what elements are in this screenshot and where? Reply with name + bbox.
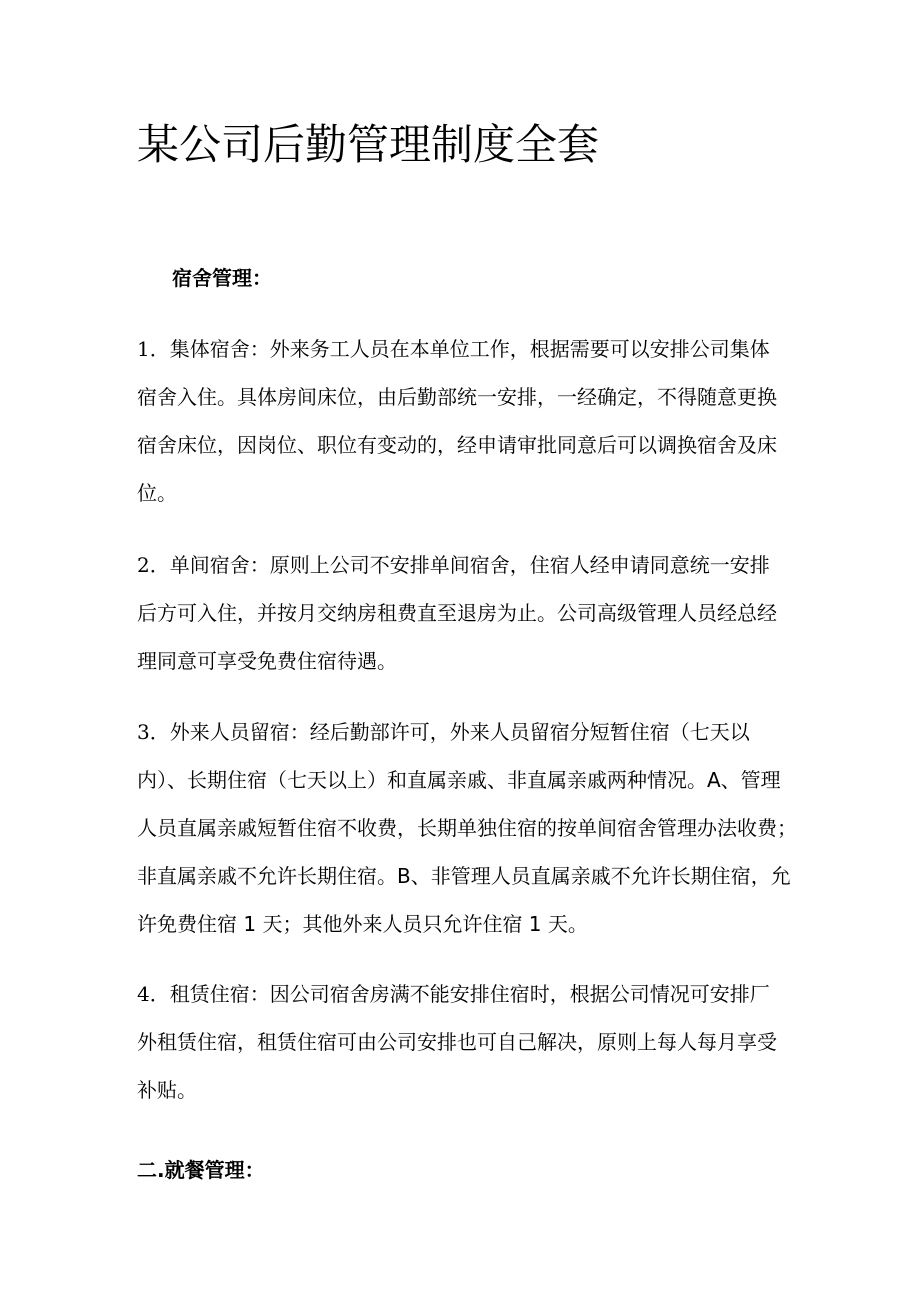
- line-text: ．租赁住宿：因公司宿舍房满不能安排住宿时，根据公司情况可安排厂: [149, 982, 770, 1006]
- line-text: ．集体宿舍：外来务工人员在本单位工作，根据需要可以安排公司集体: [149, 337, 770, 361]
- line-text: ．外来人员留宿：经后勤部许可，外来人员留宿分短暂住宿（七天以: [149, 720, 750, 744]
- paragraph-line: [137, 970, 797, 1018]
- paragraph-line: 内）、长期住宿（七天以上）和直属亲戚、非直属亲戚两种情况。A、管理: [137, 768, 781, 792]
- item-number: 1: [137, 337, 150, 361]
- paragraph-item-4: [137, 970, 797, 1114]
- paragraph-line: [137, 325, 797, 373]
- paragraph-line: 位。: [137, 481, 177, 505]
- paragraph-line: 宿舍床位，因岗位、职位有变动的，经申请审批同意后可以调换宿舍及床: [137, 433, 777, 457]
- paragraph-line: 许免费住宿 1 天；其他外来人员只允许住宿 1 天。: [137, 912, 588, 936]
- paragraph-line: 非直属亲戚不允许长期住宿。B、非管理人员直属亲戚不允许长期住宿，允: [137, 864, 791, 888]
- paragraph-line: 人员直属亲戚短暂住宿不收费，长期单独住宿的按单间宿舍管理办法收费；: [137, 816, 797, 840]
- paragraph-line: 外租赁住宿，租赁住宿可由公司安排也可自己解决，原则上每人每月享受: [137, 1030, 777, 1054]
- item-number: 3: [137, 720, 150, 744]
- item-number: 2: [137, 553, 150, 577]
- paragraph-line: 宿舍入住。具体房间床位，由后勤部统一安排，一经确定，不得随意更换: [137, 385, 777, 409]
- paragraph-item-1: [137, 325, 797, 517]
- paragraph-line: 理同意可享受免费住宿待遇。: [137, 649, 397, 673]
- section-heading-dormitory: 宿舍管理：: [172, 266, 272, 290]
- paragraph-line: 后方可入住，并按月交纳房租费直至退房为止。公司高级管理人员经总经: [137, 601, 777, 625]
- paragraph-line: [137, 708, 797, 756]
- line-text: ．单间宿舍：原则上公司不安排单间宿舍，住宿人经申请同意统一安排: [149, 553, 770, 577]
- section-heading-meals: 二.就餐管理：: [137, 1158, 265, 1182]
- document-title: 某公司后勤管理制度全套: [137, 120, 600, 169]
- item-number: 4: [137, 982, 150, 1006]
- paragraph-line: [137, 541, 797, 589]
- paragraph-item-3: [137, 708, 797, 948]
- paragraph-line: 补贴。: [137, 1078, 197, 1102]
- paragraph-item-2: [137, 541, 797, 685]
